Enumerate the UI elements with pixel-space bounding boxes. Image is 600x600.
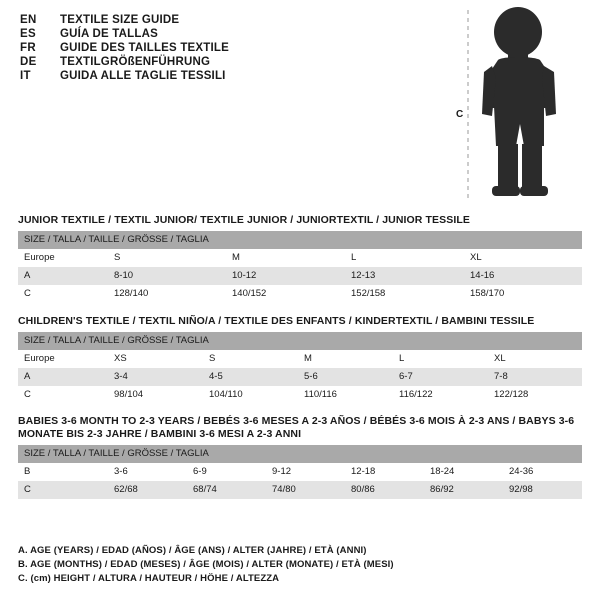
row-label: Europe — [18, 350, 108, 368]
cell: 4-5 — [203, 368, 298, 386]
cell: L — [393, 350, 488, 368]
header-row — [20, 70, 420, 82]
language-title: GUÍA DE TALLAS — [60, 28, 158, 40]
cell: 14-16 — [464, 267, 582, 285]
toddler-silhouette-figure — [440, 4, 590, 204]
cell: 128/140 — [108, 285, 226, 303]
cell: 158/170 — [464, 285, 582, 303]
cell: 140/152 — [226, 285, 345, 303]
cell: 152/158 — [345, 285, 464, 303]
cell: 3-6 — [108, 463, 187, 481]
language-title: GUIDE DES TAILLES TEXTILE — [60, 42, 229, 54]
cell: M — [298, 350, 393, 368]
table-row — [18, 267, 582, 285]
section-title: BABIES 3-6 MONTH TO 2-3 YEARS / BEBÉS 3-6 MESES A 2-3 AÑOS / BÉBÉS 3-6 MOIS À 2-3 ANS / BABYS 3-6 MONATE BIS 2-3 JAHRE / BAMBINI 3-6 MESI A 2-3 ANNI — [18, 415, 575, 440]
cell: 104/110 — [203, 386, 298, 404]
section-childrens-textile — [18, 315, 582, 404]
cell: 12-18 — [345, 463, 424, 481]
table-header-row — [18, 332, 582, 350]
row-label: C — [18, 285, 108, 303]
table-header-label: SIZE / TALLA / TAILLE / GRÖSSE / TAGLIA — [18, 231, 582, 249]
cell: S — [203, 350, 298, 368]
language-code: FR — [20, 42, 36, 54]
cell: XL — [464, 249, 582, 267]
cell: 6-9 — [187, 463, 266, 481]
section-title: JUNIOR TEXTILE / TEXTIL JUNIOR/ TEXTILE JUNIOR / JUNIORTEXTIL / JUNIOR TESSILE — [18, 214, 470, 226]
cell: XS — [108, 350, 203, 368]
header-row — [20, 56, 420, 68]
cell: 6-7 — [393, 368, 488, 386]
cell: 110/116 — [298, 386, 393, 404]
legend-line-b: B. AGE (MONTHS) / EDAD (MESES) / ÂGE (MOIS) / ALTER (MONATE) / ETÀ (MESI) — [18, 559, 394, 570]
cell: 9-12 — [266, 463, 345, 481]
cell: 7-8 — [488, 368, 582, 386]
cell: 92/98 — [503, 481, 582, 499]
cell: 24-36 — [503, 463, 582, 481]
table-header-label: SIZE / TALLA / TAILLE / GRÖSSE / TAGLIA — [18, 445, 582, 463]
size-table-babies — [18, 445, 582, 499]
row-label: Europe — [18, 249, 108, 267]
cell: 86/92 — [424, 481, 503, 499]
legend-line-a: A. AGE (YEARS) / EDAD (AÑOS) / ÂGE (ANS) / ALTER (JAHRE) / ETÀ (ANNI) — [18, 545, 367, 556]
table-row — [18, 386, 582, 404]
height-measure-label: C — [456, 109, 464, 120]
language-code: DE — [20, 56, 37, 68]
toddler-silhouette-icon — [440, 4, 590, 204]
section-junior-textile — [18, 214, 582, 303]
language-title: TEXTILGRÖßENFÜHRUNG — [60, 56, 211, 68]
language-code: EN — [20, 14, 37, 26]
table-header-row — [18, 231, 582, 249]
table-row — [18, 285, 582, 303]
table-row — [18, 368, 582, 386]
cell: 98/104 — [108, 386, 203, 404]
cell: 116/122 — [393, 386, 488, 404]
language-code: ES — [20, 28, 36, 40]
cell: S — [108, 249, 226, 267]
row-label: A — [18, 267, 108, 285]
size-table-children — [18, 332, 582, 404]
table-row — [18, 249, 582, 267]
header-row — [20, 42, 420, 54]
cell: 12-13 — [345, 267, 464, 285]
cell: 10-12 — [226, 267, 345, 285]
legend-line-c: C. (cm) HEIGHT / ALTURA / HAUTEUR / HÖHE / ALTEZZA — [18, 573, 280, 584]
row-label: B — [18, 463, 108, 481]
section-title: CHILDREN'S TEXTILE / TEXTIL NIÑO/A / TEXTILE DES ENFANTS / KINDERTEXTIL / BAMBINI TESSILE — [18, 315, 535, 327]
cell: 80/86 — [345, 481, 424, 499]
cell: 18-24 — [424, 463, 503, 481]
cell: 62/68 — [108, 481, 187, 499]
cell: L — [345, 249, 464, 267]
table-row — [18, 463, 582, 481]
cell: 8-10 — [108, 267, 226, 285]
table-header-label: SIZE / TALLA / TAILLE / GRÖSSE / TAGLIA — [18, 332, 582, 350]
cell: XL — [488, 350, 582, 368]
legend — [18, 544, 582, 586]
table-row — [18, 481, 582, 499]
header-row — [20, 28, 420, 40]
table-row — [18, 350, 582, 368]
cell: 122/128 — [488, 386, 582, 404]
table-header-row — [18, 445, 582, 463]
size-table-junior — [18, 231, 582, 303]
language-title: TEXTILE SIZE GUIDE — [60, 14, 180, 26]
section-babies-textile — [18, 415, 582, 499]
cell: M — [226, 249, 345, 267]
header-row — [20, 14, 420, 26]
language-header — [20, 14, 420, 84]
row-label: C — [18, 386, 108, 404]
row-label: A — [18, 368, 108, 386]
language-title: GUIDA ALLE TAGLIE TESSILI — [60, 70, 226, 82]
row-label: C — [18, 481, 108, 499]
cell: 68/74 — [187, 481, 266, 499]
cell: 74/80 — [266, 481, 345, 499]
cell: 3-4 — [108, 368, 203, 386]
cell: 5-6 — [298, 368, 393, 386]
language-code: IT — [20, 70, 31, 82]
